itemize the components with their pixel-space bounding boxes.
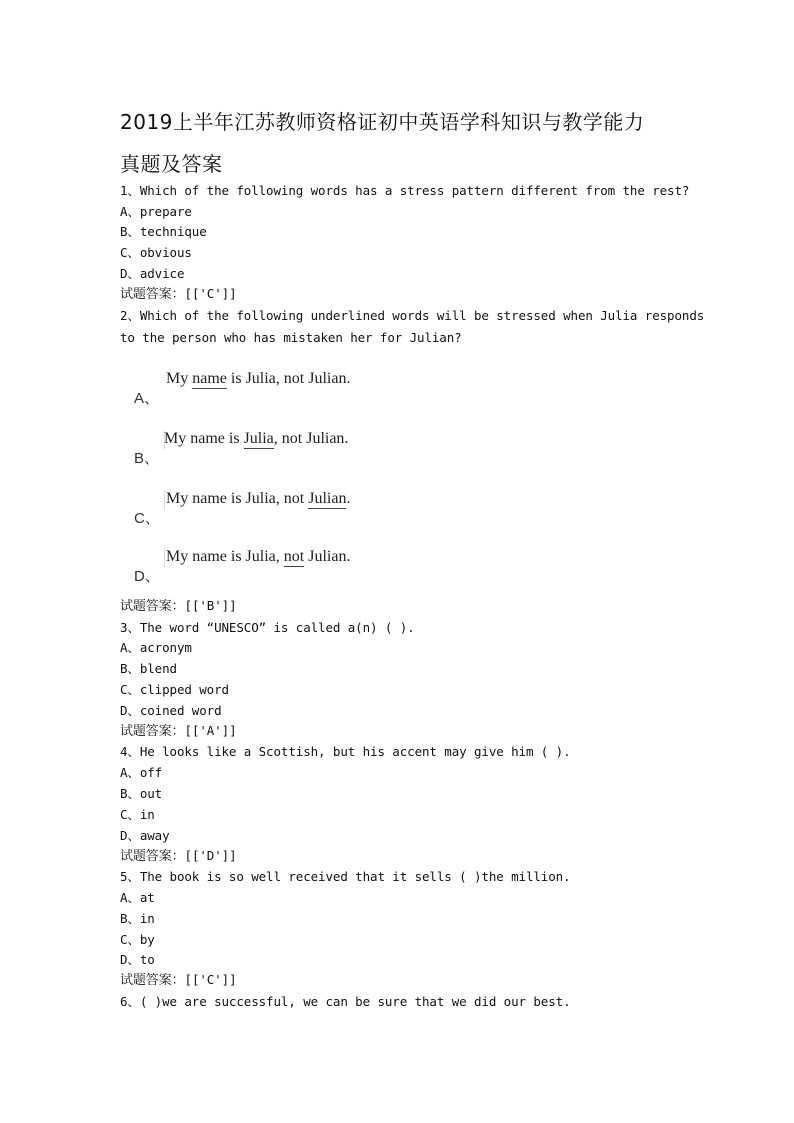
question-4-option-d: D、away [120, 828, 170, 843]
question-5-option-a: A、at [120, 890, 155, 905]
option-label: C、 [134, 510, 160, 527]
option-label: B、 [134, 450, 160, 467]
question-4-answer: 试题答案：[['D']] [120, 848, 237, 864]
question-3-option-a: A、acronym [120, 640, 192, 655]
option-label: D、 [134, 568, 160, 585]
question-4-text: 4、He looks like a Scottish, but his accent may give him ( ). [120, 744, 571, 759]
question-3-option-b: B、blend [120, 661, 177, 676]
question-4-option-c: C、in [120, 807, 155, 822]
question-2-option-c [134, 490, 394, 530]
option-sentence: My name is Julia, not Julian. [164, 430, 349, 447]
question-3-option-d: D、coined word [120, 703, 222, 718]
document-title-line1: 2019上半年江苏教师资格证初中英语学科知识与教学能力 [120, 110, 645, 134]
question-5-option-c: C、by [120, 932, 155, 947]
option-sentence: My name is Julia, not Julian. [166, 490, 351, 507]
question-3-text: 3、The word “UNESCO” is called a(n) ( ). [120, 620, 415, 635]
question-1-option-c: C、obvious [120, 245, 192, 260]
question-2-answer: 试题答案：[['B']] [120, 598, 237, 614]
question-1-text: 1、Which of the following words has a stress pattern different from the rest? [120, 183, 690, 198]
question-2-option-d [134, 548, 394, 588]
question-1-option-b: B、technique [120, 224, 207, 239]
option-sentence: My name is Julia, not Julian. [166, 548, 351, 565]
question-5-answer: 试题答案：[['C']] [120, 972, 237, 988]
question-6-text: 6、( )we are successful, we can be sure that we did our best. [120, 994, 571, 1009]
option-sentence: My name is Julia, not Julian. [166, 370, 351, 387]
question-5-option-d: D、to [120, 952, 155, 967]
question-4-option-a: A、off [120, 765, 163, 780]
question-2-text-line1: 2、Which of the following underlined words will be stressed when Julia responds [120, 308, 705, 323]
question-2-option-b [134, 430, 394, 470]
question-5-option-b: B、in [120, 911, 155, 926]
question-3-answer: 试题答案：[['A']] [120, 723, 237, 739]
document-title-line2: 真题及答案 [120, 152, 223, 176]
question-1-option-d: D、advice [120, 266, 185, 281]
question-3-option-c: C、clipped word [120, 682, 229, 697]
question-2-text-line2: to the person who has mistaken her for Julian? [120, 330, 462, 345]
question-1-option-a: A、prepare [120, 204, 192, 219]
option-label: A、 [134, 390, 160, 407]
question-4-option-b: B、out [120, 786, 163, 801]
question-2-option-a [134, 370, 394, 410]
question-1-answer: 试题答案：[['C']] [120, 286, 237, 302]
question-5-text: 5、The book is so well received that it sells ( )the million. [120, 869, 571, 884]
